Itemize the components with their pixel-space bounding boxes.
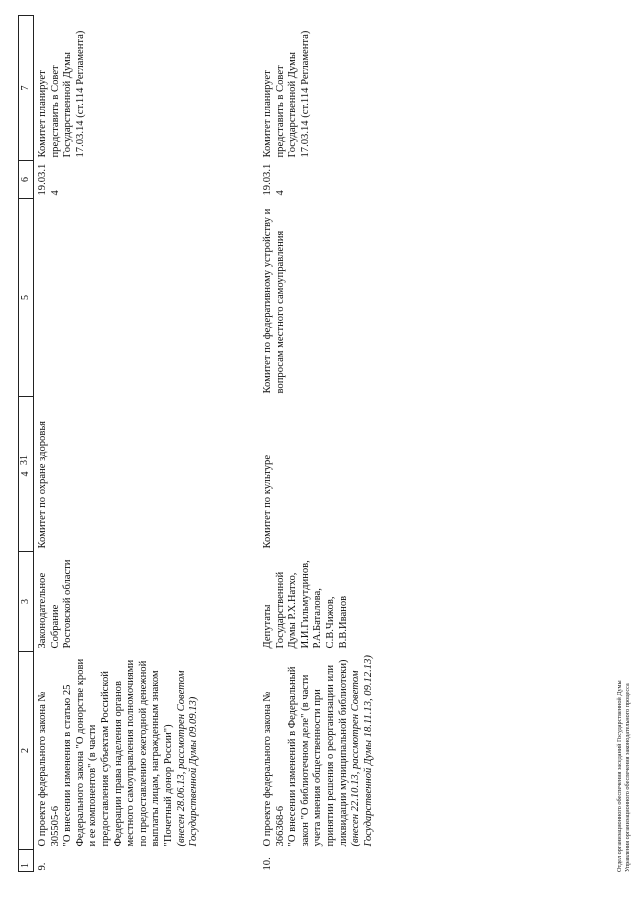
responsible-committee: Комитет по охране здоровья xyxy=(37,420,48,549)
review-date: 19.03.14 xyxy=(37,163,61,196)
bill-description xyxy=(259,652,375,850)
footer-line-2: Управления организационного обеспечения законодательного процесса xyxy=(624,683,631,872)
table-row xyxy=(34,16,260,872)
responsible-committee: Комитет по культуре xyxy=(262,454,273,549)
header-col-5: 5 xyxy=(19,199,34,397)
co-executor-committee xyxy=(34,199,260,397)
row-number: 9. xyxy=(37,862,48,871)
table-header-row xyxy=(19,16,34,872)
footer xyxy=(616,680,632,872)
bill-note: (внесен 28.06.13, рассмотрен Советом Государственной Думы 09.09.13) xyxy=(175,670,200,847)
page-number: 31 xyxy=(19,455,30,465)
header-col-1: 1 xyxy=(19,850,34,872)
header-col-4: 4 xyxy=(19,397,34,552)
co-executor-committee: Комитет по федеративному устройству и вопросам местного самоуправления xyxy=(262,208,286,394)
bill-author: Депутаты Государственной Думы Р.Х.Натхо, И.И.Гильмутдинов, Р.А.Баталова, С.В.Чижов, В.В.Иванов xyxy=(262,560,349,649)
header-col-2: 2 xyxy=(19,652,34,850)
header-col-3: 3 xyxy=(19,552,34,652)
bill-note: (внесен 22.10.13, рассмотрен Советом Государственной Думы 18.11.13, 09.12.13) xyxy=(350,655,374,847)
bill-body: "О внесении изменения в статью 25 Федерального закона "О донорстве крови и ее компонентов" (в части предоставления субъектам Российской Федерации права наделения органов местного самоуправления полномочиями по предоставлению ежегодной денежной выплаты лицам, награжденным знаком "Почетный донор России") xyxy=(62,658,174,847)
committee-action: Комитет планирует представить в Совет Государственной Думы 17.03.14 (ст.114 Регламента) xyxy=(262,30,311,158)
bill-author: Законодательное Собрание Ростовской области xyxy=(37,559,74,649)
committee-action: Комитет планирует представить в Совет Государственной Думы 17.03.14 (ст.114 Регламента) xyxy=(37,30,86,158)
header-col-7: 7 xyxy=(19,16,34,161)
footer-line-1: Отдел организационного обеспечения заседаний Государственной Думы xyxy=(616,680,623,872)
bills-table xyxy=(18,16,375,872)
table-row xyxy=(259,16,375,872)
bill-title: О проекте федерального закона № 305505-6 xyxy=(37,691,61,847)
row-number: 10. xyxy=(262,857,273,871)
header-col-6: 6 xyxy=(19,161,34,199)
review-date: 19.03.14 xyxy=(262,163,286,196)
bill-title: О проекте федерального закона № 366368-6 xyxy=(262,691,286,847)
bill-description xyxy=(34,652,260,850)
bill-body: "О внесении изменений в Федеральный закон "О библиотечном деле" (в части учета мнения общественности при принятии решения о реорганизации или ликвидации муниципальной библиотеки) xyxy=(287,659,349,847)
